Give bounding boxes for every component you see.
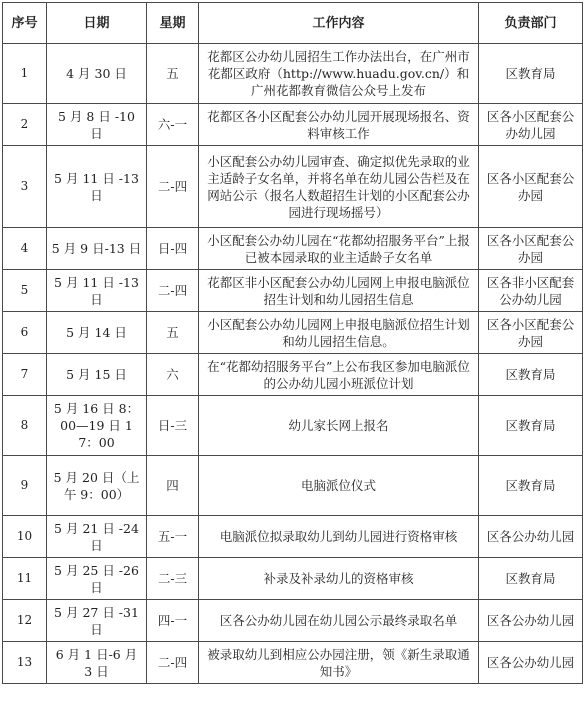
row-content: 区各公办幼儿园在幼儿园公示最终录取名单	[199, 600, 479, 642]
row-no: 7	[3, 354, 47, 396]
row-dept: 区各小区配套公办园	[479, 312, 583, 354]
header-dept: 负责部门	[479, 3, 583, 44]
row-date: 5 月 27 日 -31 日	[47, 600, 147, 642]
row-content: 在“花都幼招服务平台”上公布我区参加电脑派位的公办幼儿园小班派位计划	[199, 354, 479, 396]
table-row	[3, 642, 583, 684]
row-weekday: 六-一	[147, 104, 199, 146]
row-content: 花都区公办幼儿园招生工作办法出台，在广州市花都区政府（http://www.huadu.gov.cn/）和广州花都教育微信公众号上发布	[199, 44, 479, 104]
table-row	[3, 270, 583, 312]
row-no: 11	[3, 558, 47, 600]
row-dept: 区各小区配套公办园	[479, 146, 583, 228]
row-no: 12	[3, 600, 47, 642]
row-date: 5 月 8 日 -10 日	[47, 104, 147, 146]
row-weekday: 六	[147, 354, 199, 396]
row-content: 电脑派位仪式	[199, 456, 479, 516]
row-weekday: 二-三	[147, 558, 199, 600]
row-no: 3	[3, 146, 47, 228]
table-row	[3, 104, 583, 146]
row-date: 5 月 21 日 -24 日	[47, 516, 147, 558]
row-dept: 区各非小区配套公办幼儿园	[479, 270, 583, 312]
row-no: 6	[3, 312, 47, 354]
table-row	[3, 396, 583, 456]
row-no: 1	[3, 44, 47, 104]
header-content: 工作内容	[199, 3, 479, 44]
row-no: 13	[3, 642, 47, 684]
row-weekday: 四-一	[147, 600, 199, 642]
row-weekday: 二-四	[147, 642, 199, 684]
table-row	[3, 354, 583, 396]
row-date: 5 月 11 日 -13 日	[47, 270, 147, 312]
row-content: 电脑派位拟录取幼儿到幼儿园进行资格审核	[199, 516, 479, 558]
header-date: 日期	[47, 3, 147, 44]
row-date: 5 月 11 日 -13 日	[47, 146, 147, 228]
row-dept: 区教育局	[479, 44, 583, 104]
table-row	[3, 312, 583, 354]
row-dept: 区教育局	[479, 396, 583, 456]
row-no: 5	[3, 270, 47, 312]
row-date: 5 月 15 日	[47, 354, 147, 396]
row-date: 4 月 30 日	[47, 44, 147, 104]
row-no: 2	[3, 104, 47, 146]
row-dept: 区各公办幼儿园	[479, 642, 583, 684]
row-content: 被录取幼儿到相应公办园注册，领《新生录取通知书》	[199, 642, 479, 684]
enrollment-schedule-table	[2, 2, 583, 684]
row-weekday: 五	[147, 44, 199, 104]
table-row	[3, 558, 583, 600]
row-content: 小区配套公办幼儿园审查、确定拟优先录取的业主适龄子女名单，并将名单在幼儿园公告栏及在网站公示（报名人数超招生计划的小区配套公办园进行现场摇号）	[199, 146, 479, 228]
row-weekday: 日-三	[147, 396, 199, 456]
row-no: 4	[3, 228, 47, 270]
row-date: 6 月 1 日-6 月 3 日	[47, 642, 147, 684]
table-row	[3, 456, 583, 516]
header-no: 序号	[3, 3, 47, 44]
row-dept: 区教育局	[479, 456, 583, 516]
row-dept: 区教育局	[479, 354, 583, 396]
row-content: 花都区各小区配套公办幼儿园开展现场报名、资料审核工作	[199, 104, 479, 146]
row-content: 补录及补录幼儿的资格审核	[199, 558, 479, 600]
row-no: 10	[3, 516, 47, 558]
row-weekday: 二-四	[147, 270, 199, 312]
row-weekday: 日-四	[147, 228, 199, 270]
row-weekday: 五-一	[147, 516, 199, 558]
table-row	[3, 44, 583, 104]
table-row	[3, 146, 583, 228]
row-date: 5 月 20 日（上午 9：00）	[47, 456, 147, 516]
row-content: 花都区非小区配套公办幼儿园网上申报电脑派位招生计划和幼儿园招生信息	[199, 270, 479, 312]
row-weekday: 四	[147, 456, 199, 516]
row-dept: 区各公办幼儿园	[479, 600, 583, 642]
row-date: 5 月 16 日 8：00—19 日 17：00	[47, 396, 147, 456]
row-content: 小区配套公办幼儿园网上申报电脑派位招生计划和幼儿园招生信息。	[199, 312, 479, 354]
row-date: 5 月 25 日 -26 日	[47, 558, 147, 600]
table-row	[3, 228, 583, 270]
row-dept: 区教育局	[479, 558, 583, 600]
table-row	[3, 600, 583, 642]
row-date: 5 月 14 日	[47, 312, 147, 354]
row-date: 5 月 9 日-13 日	[47, 228, 147, 270]
header-weekday: 星期	[147, 3, 199, 44]
row-dept: 区各小区配套公办幼儿园	[479, 104, 583, 146]
row-no: 9	[3, 456, 47, 516]
table-row	[3, 516, 583, 558]
row-weekday: 五	[147, 312, 199, 354]
row-dept: 区各小区配套公办园	[479, 228, 583, 270]
row-content: 幼儿家长网上报名	[199, 396, 479, 456]
row-dept: 区各公办幼儿园	[479, 516, 583, 558]
row-no: 8	[3, 396, 47, 456]
table-header-row	[3, 3, 583, 44]
row-content: 小区配套公办幼儿园在“花都幼招服务平台”上报已被本园录取的业主适龄子女名单	[199, 228, 479, 270]
row-weekday: 二-四	[147, 146, 199, 228]
